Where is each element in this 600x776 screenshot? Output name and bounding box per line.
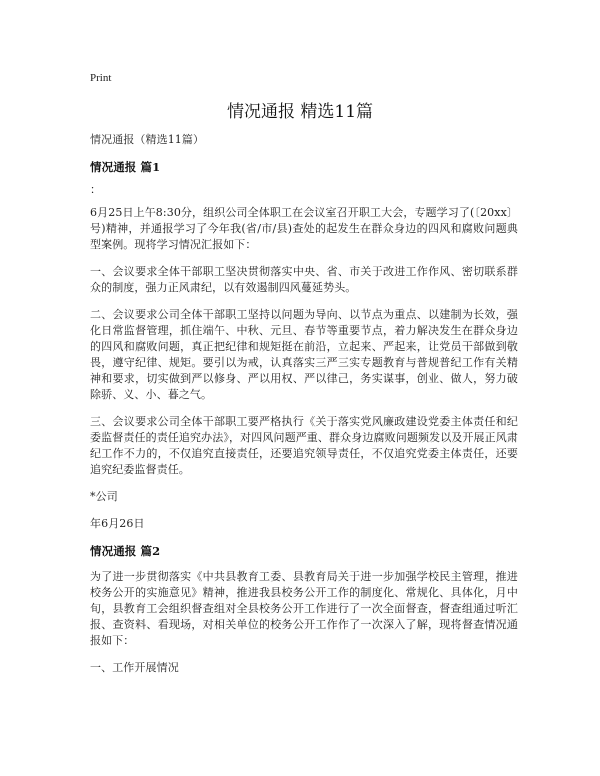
date: 年6月26日 [90, 517, 145, 530]
paragraph: 一、工作开展情况 [90, 661, 179, 674]
paragraph: 二、会议要求公司全体干部职工坚持以问题为导向、以节点为重点、以建制为长效，强化日常监督管理，抓住端午、中秋、元旦、春节等重要节点，着力解决发生在群众身边的四风和腐败问题，真正把纪律和规矩挺在前沿，立起来、严起来，让党员干部做到敬畏，遵守纪律、规矩。要引以为戒，认真落实三严三实专题教育与普规普纪工作有关精神和要求，切实做到严以修身、严以用权、严以律己，务实谋事，创业、做人，努力破除骄、义、小、暮之气。 [90, 308, 518, 401]
print-button[interactable]: Print [90, 72, 112, 84]
page-title: 情况通报 精选11篇 [226, 102, 374, 122]
signature: *公司 [90, 490, 118, 503]
section-heading-1: 情况通报 篇1 [90, 160, 161, 174]
paragraph: 一、会议要求全体干部职工坚决贯彻落实中央、省、市关于改进工作作风、密切联系群众的制度，强力正风肃纪，以有效遏制四风蔓延势头。 [90, 265, 518, 294]
document-subtitle: 情况通报（精选11篇） [90, 133, 205, 146]
section-heading-2: 情况通报 篇2 [90, 544, 161, 558]
paragraph: 三、会议要求公司全体干部职工要严格执行《关于落实党风廉政建设党委主体责任和纪委监督责任的责任追究办法》，对四风问题严重、群众身边腐败问题频发以及开展正风肃纪工作不力的，不仅追究直接责任，还要追究领导责任，不仅追究党委主体责任，还要追究纪委监督责任。 [90, 415, 518, 476]
paragraph: 6月25日上午8:30分，组织公司全体职工在会议室召开职工大会，专题学习了(〔20xx〕号)精神，并通报学习了今年我(省/市/县)查处的起发生在群众身边的四风和腐败问题典型案例。现将学习情况汇报如下： [90, 206, 518, 251]
section-marker: ： [90, 183, 102, 196]
paragraph: 为了进一步贯彻落实《中共县教育工委、县教育局关于进一步加强学校民主管理，推进校务公开的实施意见》精神，推进我县校务公开工作的制度化、常规化、具体化，月中旬，县教育工会组织督查组对全县校务公开工作进行了一次全面督查，督查组通过听汇报、查资料、看现场，对相关单位的校务公开工作作了一次深入了解，现将督查情况通报如下： [90, 570, 518, 647]
document-body [90, 132, 518, 687]
